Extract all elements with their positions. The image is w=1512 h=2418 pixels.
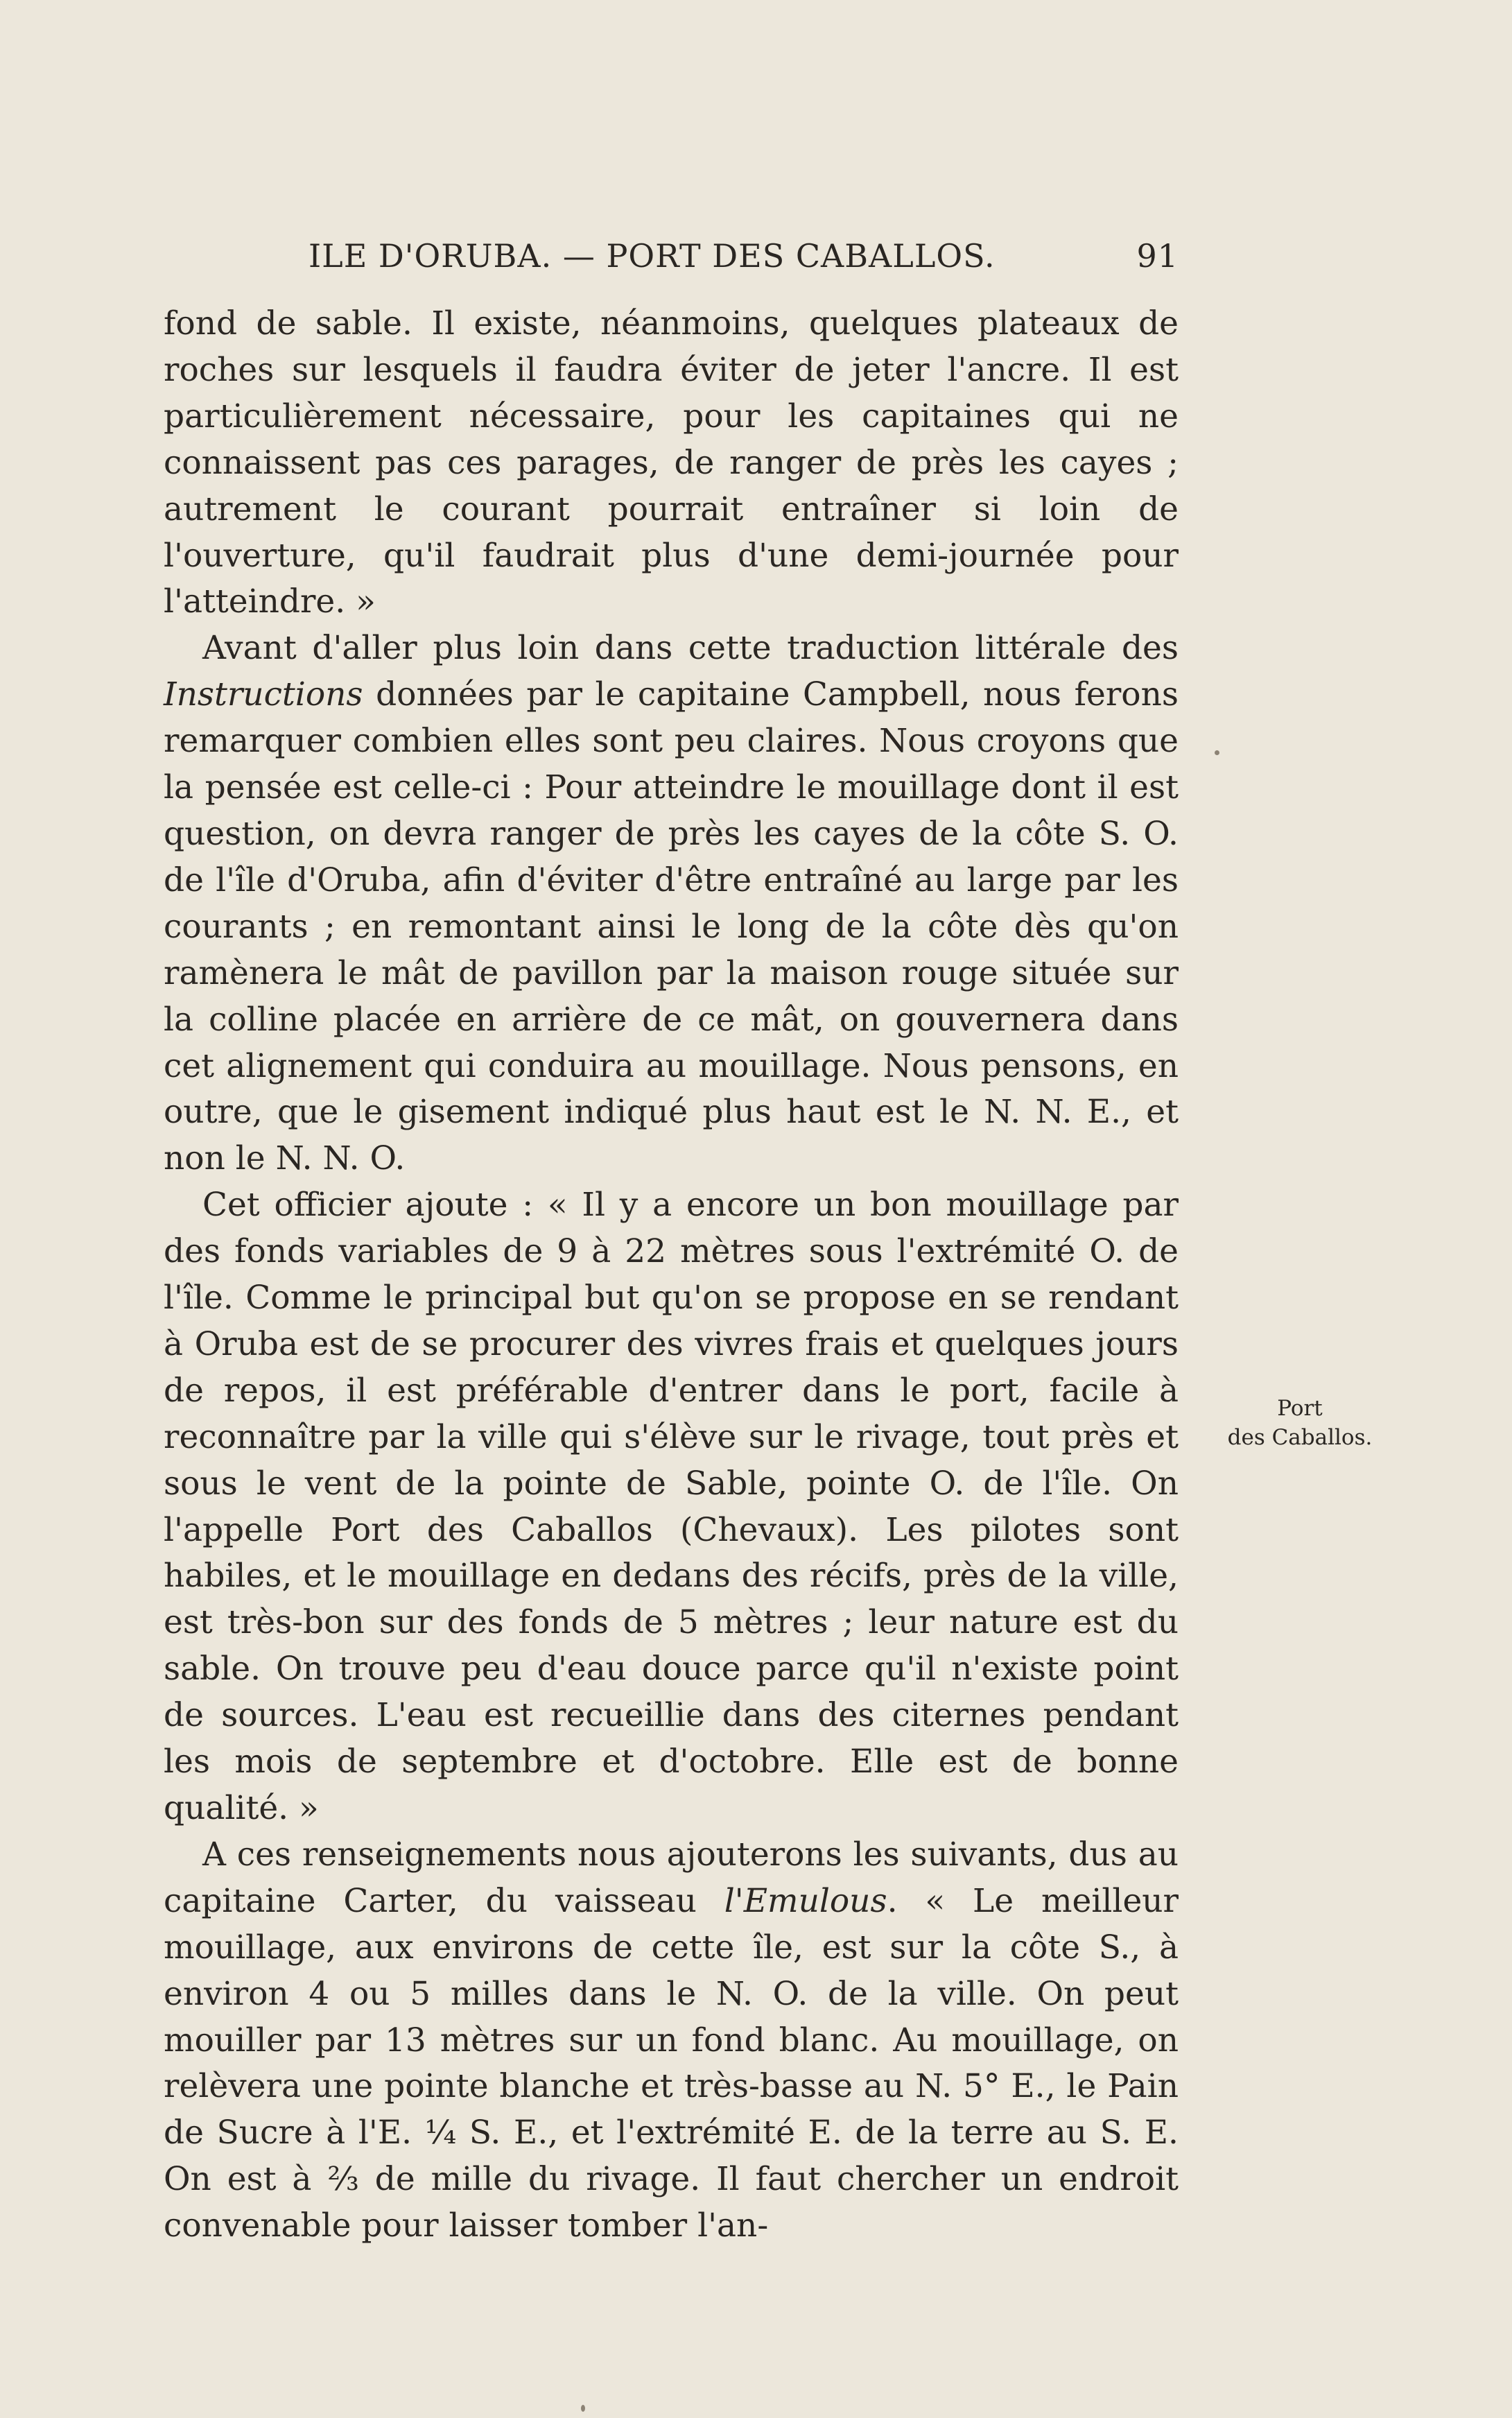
paragraph-text: Cet officier ajoute : « Il y a encore un bon mouillage par des fonds variables de 9 à 22 mètres sous l'extrémité O. de l'île. Comme le principal but qu'on se propose en se rendant à Oruba est de se procurer des vivres frais et quelques jours de repos, il est préférable d'entrer dans le port, facile à reconnaître par la ville qui s'élève sur le rivage, tout près et sous le vent de la pointe de Sable, pointe O. de l'île. On l'appelle Port des Caballos (Chevaux). Les pilotes sont habiles, et le mouillage en dedans des récifs, près de la ville, est très-bon sur des fonds de 5 mètres ; leur nature est du sable. On trouve peu d'eau douce parce qu'il n'existe point de sources. L'eau est recueillie dans des citernes pendant les mois de septembre et d'octobre. Elle est de bonne qualité. » (164, 1186, 1179, 1827)
paragraph-4 (164, 1832, 1179, 2249)
margin-note-line: des Caballos. (1227, 1425, 1373, 1450)
paragraph-text: données par le capitaine Campbell, nous ferons remarquer combien elles sont peu claires. Nous croyons que la pensée est celle-ci : Pour atteindre le mouillage dont il est question, on devra ranger de près les cayes de la côte S. O. de l'île d'Oruba, afin d'éviter d'être entraîné au large par les courants ; en remontant ainsi le long de la côte dès qu'on ramènera le mât de pavillon par la maison rouge située sur la colline placée en arrière de ce mât, on gouvernera dans cet alignement qui conduira au mouillage. Nous pensons, en outre, que le gisement indiqué plus haut est le N. N. E., et non le N. N. O. (164, 675, 1179, 1178)
body-text (164, 301, 1179, 2249)
italic-ship-name: l'Emulous (724, 1881, 887, 1920)
paragraph-2 (164, 625, 1179, 1182)
running-head (166, 237, 1179, 286)
page-number: 91 (1136, 237, 1179, 275)
paper-speck (581, 2405, 585, 2412)
paragraph-3 (164, 1182, 1179, 1832)
paragraph-1 (164, 301, 1179, 625)
paragraph-text: A ces renseignements nous ajouterons les suivants, dus au capitaine Carter, du vaisseau (164, 1835, 1179, 1920)
paper-speck (1215, 750, 1219, 755)
margin-note-port-des-caballos (1227, 1394, 1373, 1452)
paragraph-text: fond de sable. Il existe, néanmoins, quelques plateaux de roches sur lesquels il faudra éviter de jeter l'ancre. Il est particulièrement nécessaire, pour les capitaines qui ne connaissent pas ces parages, de ranger de près les cayes ; autrement le courant pourrait entraîner si loin de l'ouverture, qu'il faudrait plus d'une demi-journée pour l'atteindre. » (164, 304, 1179, 621)
running-head-title: ILE D'ORUBA. — PORT DES CABALLOS. (309, 237, 996, 275)
paragraph-text: Avant d'aller plus loin dans cette traduction littérale des (202, 629, 1179, 668)
italic-title-instructions: Instructions (164, 675, 363, 714)
paragraph-text: . « Le meilleur mouillage, aux environs de cette île, est sur la côte S., à environ 4 ou 5 milles dans le N. O. de la ville. On peut mouiller par 13 mètres sur un fond blanc. Au mouillage, on relèvera une pointe blanche et très-basse au N. 5° E., le Pain de Sucre à l'E. ¼ S. E., et l'extrémité E. de la terre au S. E. On est à ⅔ de mille du rivage. Il faut chercher un endroit convenable pour laisser tomber l'an- (164, 1881, 1179, 2245)
margin-note-line: Port (1277, 1396, 1323, 1421)
